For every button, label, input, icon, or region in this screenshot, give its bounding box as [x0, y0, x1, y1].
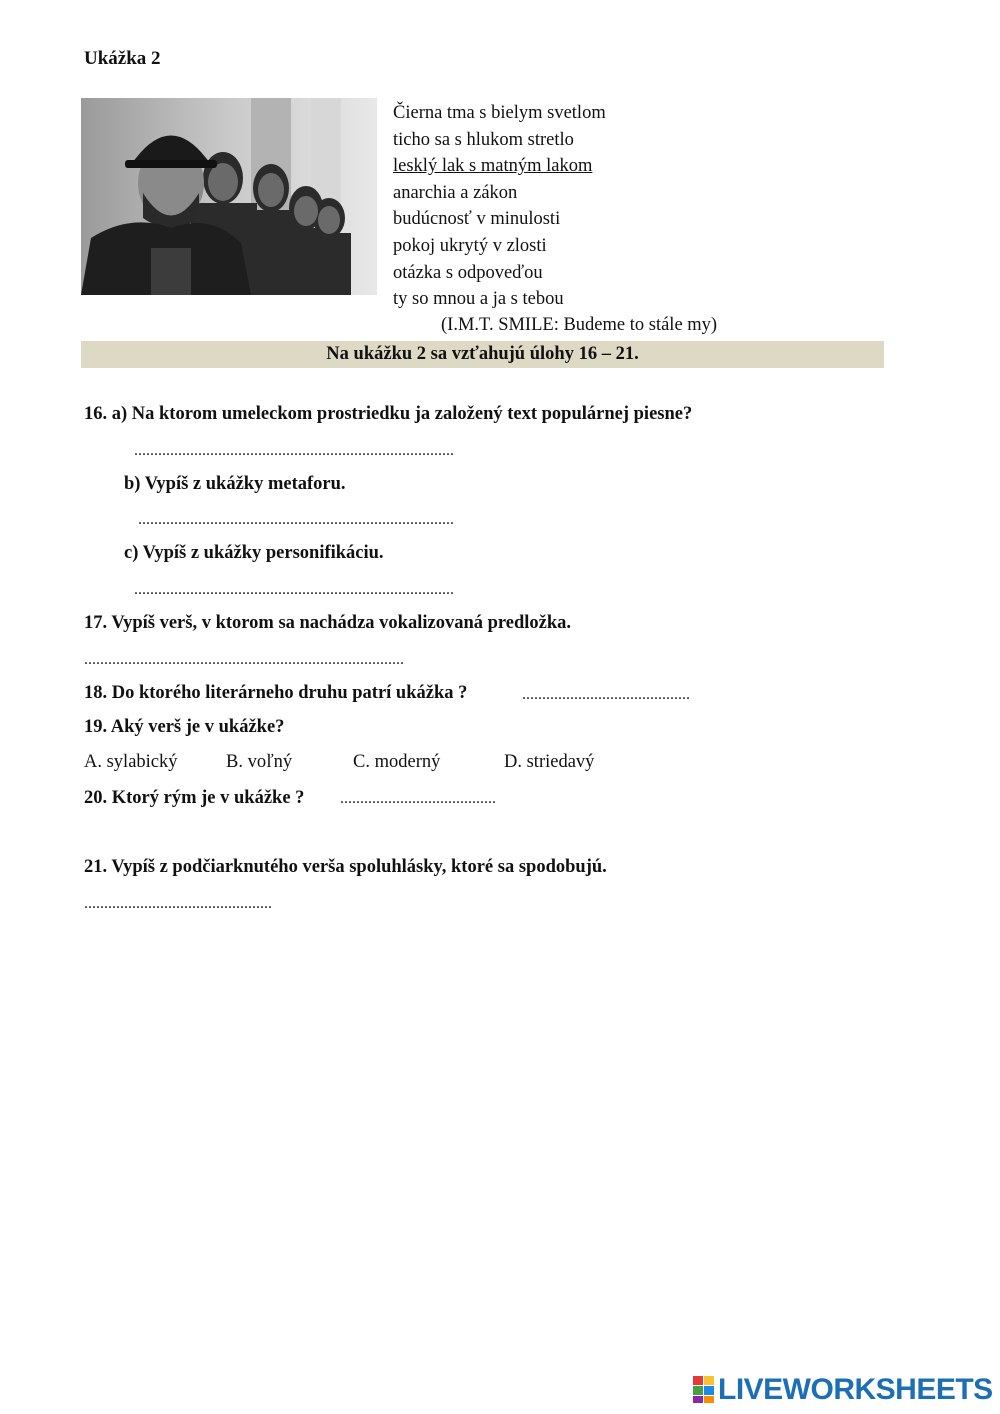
section-title: Ukážka 2	[84, 48, 161, 69]
question-21: 21. Vypíš z podčiarknutého verša spoluhlásky, ktoré sa spodobujú.	[84, 857, 607, 877]
answer-field-16b[interactable]: ...............................................................................	[138, 511, 454, 528]
question-17: 17. Vypíš verš, v ktorom sa nachádza vokalizovaná predložka.	[84, 613, 572, 633]
poem-line: pokoj ukrytý v zlosti	[393, 235, 547, 256]
option-d[interactable]: D. striedavý	[504, 752, 595, 772]
answer-field-16c[interactable]: ................................................................................	[134, 581, 454, 598]
question-20: 20. Ktorý rým je v ukážke ?	[84, 788, 305, 808]
option-a[interactable]: A. sylabický	[84, 752, 178, 772]
poem-line: budúcnosť v minulosti	[393, 209, 561, 230]
poem	[393, 100, 606, 313]
option-b[interactable]: B. voľný	[226, 752, 293, 772]
poem-line: anarchia a zákon	[393, 182, 518, 203]
answer-field-21[interactable]: ...............................................	[84, 895, 272, 912]
answer-field-20[interactable]: .......................................	[340, 790, 496, 807]
logo-text: LIVEWORKSHEETS	[718, 1373, 993, 1406]
liveworksheets-logo[interactable]	[693, 1374, 993, 1406]
question-16a: 16. a) Na ktorom umeleckom prostriedku ja založený text populárnej piesne?	[84, 404, 693, 424]
question-18: 18. Do ktorého literárneho druhu patrí ukážka ?	[84, 683, 468, 703]
question-16c: c) Vypíš z ukážky personifikáciu.	[124, 543, 384, 563]
tasks-banner: Na ukážku 2 sa vzťahujú úlohy 16 – 21.	[81, 341, 884, 368]
answer-field-18[interactable]: ..........................................	[522, 686, 690, 703]
poem-source: (I.M.T. SMILE: Budeme to stále my)	[441, 315, 718, 335]
question-19: 19. Aký verš je v ukážke?	[84, 717, 285, 737]
answer-field-17[interactable]: ................................................................................	[84, 651, 404, 668]
poem-line-underlined: lesklý lak s matným lakom	[393, 156, 593, 177]
answer-field-16a[interactable]: ................................................................................	[134, 442, 454, 459]
poem-line: otázka s odpoveďou	[393, 262, 543, 283]
band-photo	[81, 98, 377, 295]
poem-line: Čierna tma s bielym svetlom	[393, 103, 606, 123]
option-c[interactable]: C. moderný	[353, 752, 441, 772]
poem-line: ty so mnou a ja s tebou	[393, 289, 564, 310]
poem-line: ticho sa s hlukom stretlo	[393, 129, 574, 150]
question-16b: b) Vypíš z ukážky metaforu.	[124, 474, 346, 494]
liveworksheets-logo-icon	[693, 1376, 715, 1404]
